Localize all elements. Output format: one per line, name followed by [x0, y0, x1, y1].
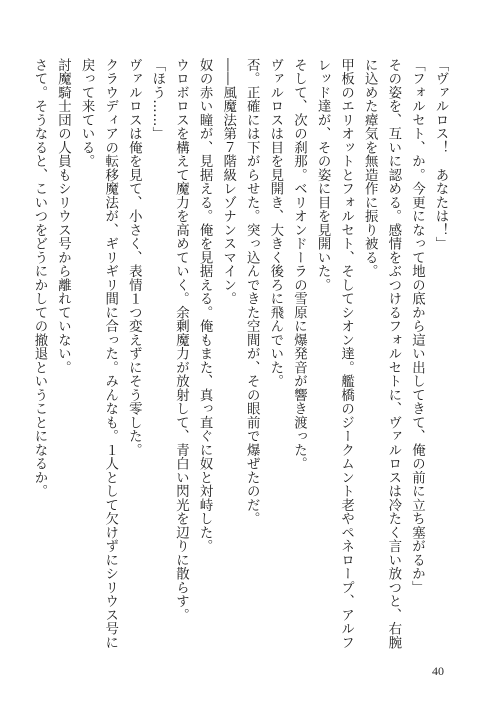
- text-line: 否。正確には下がらせた。突っ込んできた空間が、その眼前で爆ぜたのだ。: [244, 58, 260, 526]
- text-line: さて。そうなると、こいつをどうにかしての撤退ということになるか。: [31, 58, 47, 498]
- page-number: 40: [432, 664, 444, 678]
- text-line: そして、次の刹那。ベリオンドーラの雪原に爆発音が響き渡った。: [291, 58, 307, 471]
- text-line: 甲板のエリオットとフォルセト、そしてシオン達。艦橋のジークムント老やペネロープ、アルフ: [338, 58, 354, 650]
- text-line: クラウディアの転移魔法が、ギリギリ間に合った。みんなも。１人として欠けずにシリウス号に: [102, 58, 118, 650]
- text-line: ヴァルロスは目を見開き、大きく後ろに飛んでいた。: [267, 58, 283, 388]
- text-line: その姿を、互いに認める。感情をぶつけるフォルセトに、ヴァルロスは冷たく言い放つと、右腕: [385, 58, 401, 650]
- text-line: 「ヴァルロス！ あなたは！」: [433, 58, 448, 251]
- vertical-text-body: [31, 58, 452, 650]
- text-line: に込めた瘴気を無造作に振り被る。: [362, 58, 378, 278]
- text-line: レッド達が、その姿に目を見開いた。: [315, 58, 331, 292]
- text-line: ヴァルロスは俺を見て、小さく、表情１つ変えずにそう零した。: [126, 58, 142, 457]
- text-line: ウロボロスを構えて魔力を高めていく。余剰魔力が放射して、青白い閃光を辺りに散らす。: [173, 58, 189, 622]
- text-line: ――風魔法第７階級レゾナンスマイン。: [220, 58, 236, 306]
- text-line: 討魔騎士団の人員もシリウス号から離れていない。: [55, 58, 71, 375]
- text-line: 戻って来ている。: [79, 58, 95, 168]
- text-line: 奴の赤い瞳が、見据える。俺を見据える。俺もまた、真っ直ぐに奴と対峙した。: [197, 58, 213, 553]
- text-line: 「ほう……」: [149, 58, 165, 141]
- text-line: 「フォルセト、か。今更になって地の底から這い出してきて、俺の前に立ち塞がるか」: [409, 58, 425, 595]
